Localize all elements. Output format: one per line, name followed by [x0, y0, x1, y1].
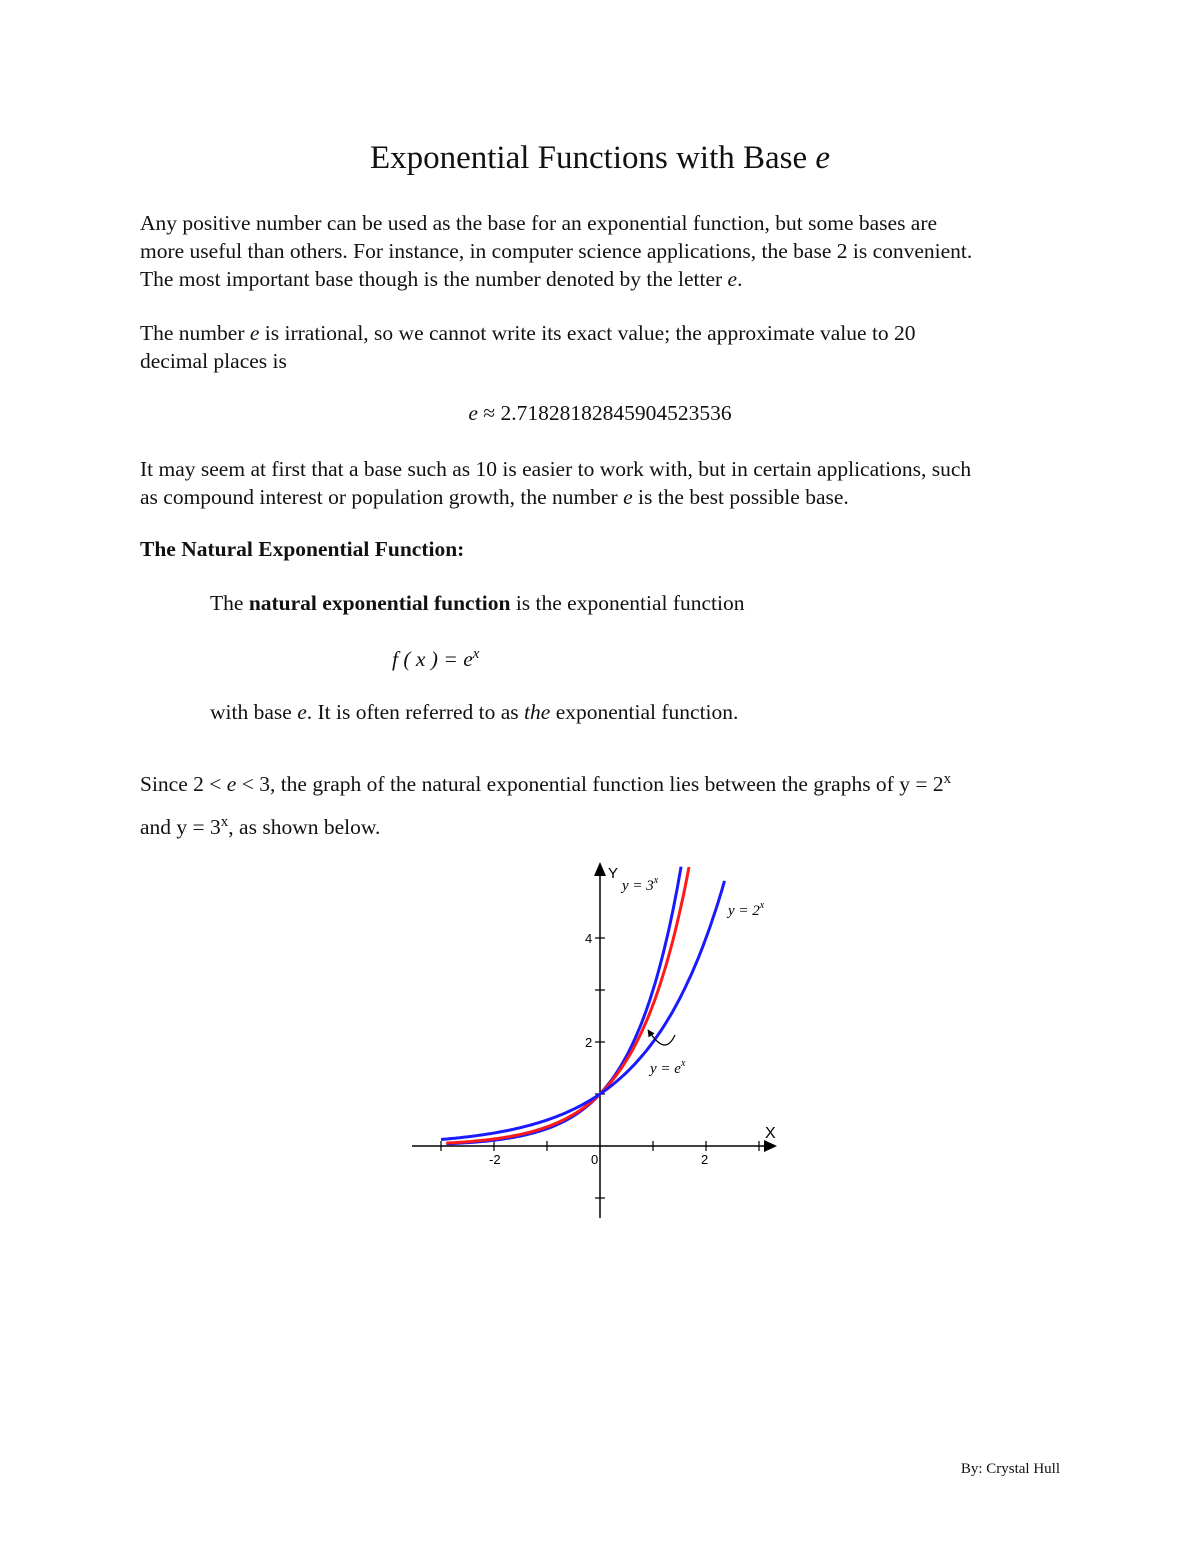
page-title: Exponential Functions with Base e [369, 140, 831, 176]
author-footer: By: Crystal Hull [960, 1461, 1060, 1477]
section-heading: The Natural Exponential Function: [140, 537, 465, 561]
curve-y-2-x [441, 881, 725, 1140]
between-graphs-paragraph: Since 2 < e < 3, the graph of the natural exponential function lies between the graphs of $y = 2^x$ and $y = 3^x$, as shown below. [140, 771, 952, 840]
x-tick-label: 0 [591, 1152, 599, 1167]
curve-y-3-x [446, 867, 681, 1144]
with-base-line: with base e. It is often referred to as the exponential function. [210, 700, 739, 724]
label-2x: $y = 2^x$ [728, 900, 765, 919]
curves [441, 867, 725, 1144]
exponential-graph [400, 850, 800, 1230]
curve-y-e-x [446, 867, 689, 1143]
e-approximation: e ≈ 2.71828182845904523536 [468, 401, 732, 425]
y-tick-label: 4 [585, 931, 593, 946]
y-axis-label: Y [608, 865, 619, 882]
y-tick-label: 2 [585, 1035, 593, 1050]
intro-paragraph: Any positive number can be used as the base for an exponential function, but some bases are more useful than others. For instance, in computer science applications, the base 2 is convenient. The most important base though is the number denoted by the letter e. [140, 211, 973, 291]
x-tick-label: 2 [701, 1152, 709, 1167]
definition-line: The natural exponential function is the exponential function [210, 591, 745, 615]
y-axis-arrow-icon [594, 862, 606, 876]
irrational-paragraph: The number e is irrational, so we cannot write its exact value; the approximate value to 20 decimal places is [140, 321, 916, 373]
natural-exp-formula: f ( x ) = $e^x$ [392, 646, 480, 672]
label-ex: $y = e^x$ [650, 1058, 686, 1077]
x-tick-label: -2 [489, 1152, 501, 1167]
label-3x: $y = 3^x$ [622, 875, 659, 894]
base-paragraph: It may seem at first that a base such as 10 is easier to work with, but in certain applications, such as compound interest or population growth, the number e is the best possible base. [140, 457, 972, 509]
x-axis-label: X [765, 1125, 776, 1142]
